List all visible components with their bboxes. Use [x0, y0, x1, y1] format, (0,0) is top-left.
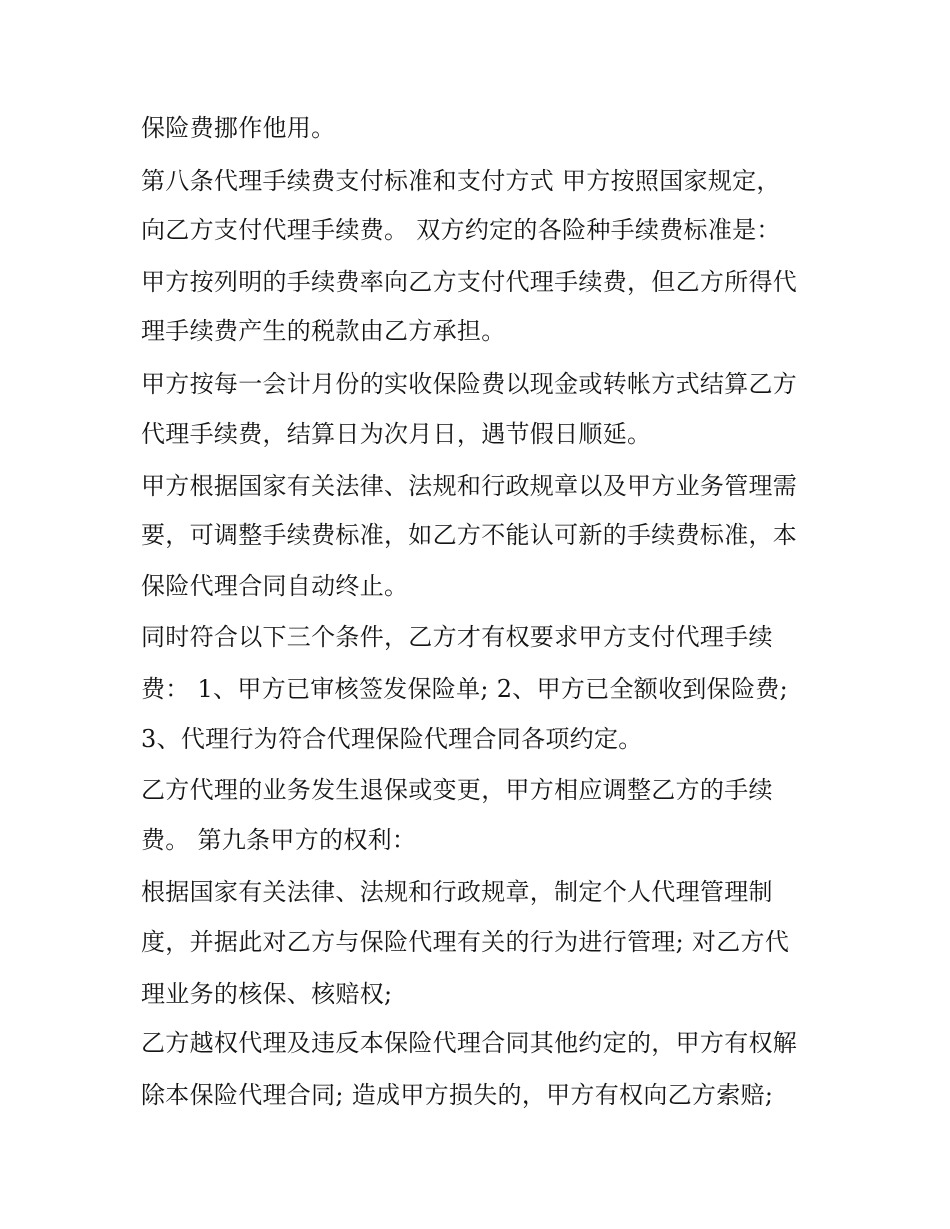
text-line: 根据国家有关法律、法规和行政规章，制定个人代理管理制: [141, 878, 773, 906]
text-line: 费： 1、甲方已审核签发保险单; 2、甲方已全额收到保险费;: [141, 675, 788, 703]
text-line: 3、代理行为符合代理保险代理合同各项约定。: [141, 725, 643, 753]
text-line: 同时符合以下三个条件，乙方才有权要求甲方支付代理手续: [141, 623, 773, 651]
text-line: 第八条代理手续费支付标准和支付方式 甲方按照国家规定，: [141, 167, 781, 195]
text-line: 甲方按每一会计月份的实收保险费以现金或转帐方式结算乙方: [141, 370, 798, 398]
text-line: 保险费挪作他用。: [141, 114, 336, 142]
text-line: 保险代理合同自动终止。: [141, 572, 409, 600]
text-line: 代理手续费，结算日为次月日，遇节假日顺延。: [141, 420, 652, 448]
text-line: 理手续费产生的税款由乙方承担。: [141, 317, 506, 345]
text-line: 除本保险代理合同; 造成甲方损失的，甲方有权向乙方索赔;: [141, 1081, 774, 1109]
text-line: 乙方越权代理及违反本保险代理合同其他约定的，甲方有权解: [141, 1029, 798, 1057]
text-line: 度，并据此对乙方与保险代理有关的行为进行管理; 对乙方代: [141, 928, 790, 956]
text-line: 乙方代理的业务发生退保或变更，甲方相应调整乙方的手续: [141, 776, 773, 804]
text-line: 理业务的核保、核赔权;: [141, 980, 393, 1008]
text-line: 甲方按列明的手续费率向乙方支付代理手续费，但乙方所得代: [141, 268, 798, 296]
text-line: 要，可调整手续费标准，如乙方不能认可新的手续费标准，本: [141, 521, 798, 549]
text-line: 费。 第九条甲方的权利：: [141, 826, 417, 854]
text-line: 甲方根据国家有关法律、法规和行政规章以及甲方业务管理需: [141, 472, 798, 500]
text-line: 向乙方支付代理手续费。 双方约定的各险种手续费标准是：: [141, 216, 781, 244]
